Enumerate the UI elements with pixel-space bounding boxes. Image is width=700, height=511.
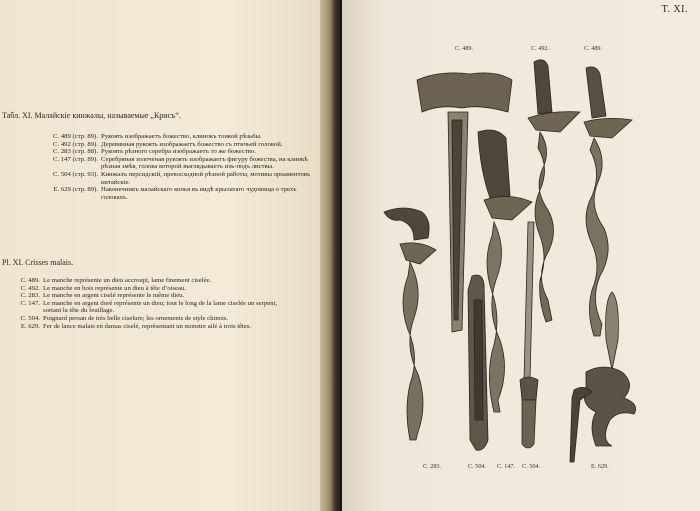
kris-c492: [528, 60, 580, 322]
kris-illustration: [342, 0, 700, 511]
russian-entry: С. 504 (стр. 93). Кинжалъ персидскій, превосходной рѣзной работы, мотивы орнаментовъ китайскіе.: [53, 170, 311, 186]
dagger-c504: [520, 222, 538, 448]
plate-label: C. 147.: [497, 463, 516, 470]
kris-c283: [384, 208, 436, 440]
spearhead-e629: [570, 292, 636, 462]
russian-entry: С. 492 (стр. 89). Деревянная рукоять изображаетъ божество съ птичьей головой.: [53, 140, 283, 148]
french-heading: Pl. XI. Crisses malais.: [2, 258, 74, 267]
kris-c489-wavy: [584, 67, 632, 336]
left-page: [0, 0, 326, 511]
french-entry: C. 283. Le manche en argent ciselé représente le même dieu.: [20, 292, 185, 300]
plate-label: C. 489.: [455, 45, 474, 52]
russian-entries: [6, 133, 316, 201]
plate-label: C. 489.: [584, 45, 603, 52]
plate-label: C. 492.: [531, 45, 550, 52]
russian-entry: Е. 629 (стр. 89). Наконечникъ малайскаго копья въ видѣ крылатаго чудовища о трехъ головахъ.: [53, 186, 297, 201]
plate-label: C. 504.: [468, 463, 487, 470]
russian-heading: Табл. XI. Малайскіе кинжалы, называемые „Криcъ“.: [2, 111, 181, 120]
russian-entry: С. 147 (стр. 89). Серебряная золоченая рукоять изображаетъ фигуру божества, на клинкѣ рѣзная змѣя, голова которой выглядываетъ изъ-подъ листвы.: [53, 155, 308, 171]
french-entry: C. 504. Poignard persan de très belle ciselure; les ornements de style chinois.: [20, 314, 229, 322]
french-entry: C. 489. Le manche représente un dieu accroupi, lame finement ciselée.: [20, 277, 212, 284]
russian-entry: С. 489 (стр. 89). Рукоять изображаетъ божество, клинокъ тонкой рѣзьбы.: [53, 133, 262, 140]
french-entry: E. 629. Fer de lance malais en damas ciselé, représentant un monstre ailé à trois têtes.: [20, 322, 252, 330]
french-entry: C. 492. Le manche en bois représente un dieu à tête d’oiseau.: [20, 284, 186, 292]
french-entries: [3, 277, 279, 330]
book-gutter: [320, 0, 342, 511]
scabbard-c504: [468, 275, 488, 450]
plate-label: C. 504.: [522, 463, 541, 470]
russian-entry: С. 283 (стр. 88). Рукоять рѣзного серебра изображаетъ то же божество.: [53, 148, 256, 156]
french-entry: C. 147. Le manche en argent doré représente un dieu; tout le long de la lame ciselée un serpent, sortant la tête du feuillage.: [20, 299, 278, 315]
plate-number: T. XI.: [661, 4, 688, 15]
plate-label: C. 283.: [423, 463, 442, 470]
plate-label: E. 629.: [591, 463, 609, 470]
